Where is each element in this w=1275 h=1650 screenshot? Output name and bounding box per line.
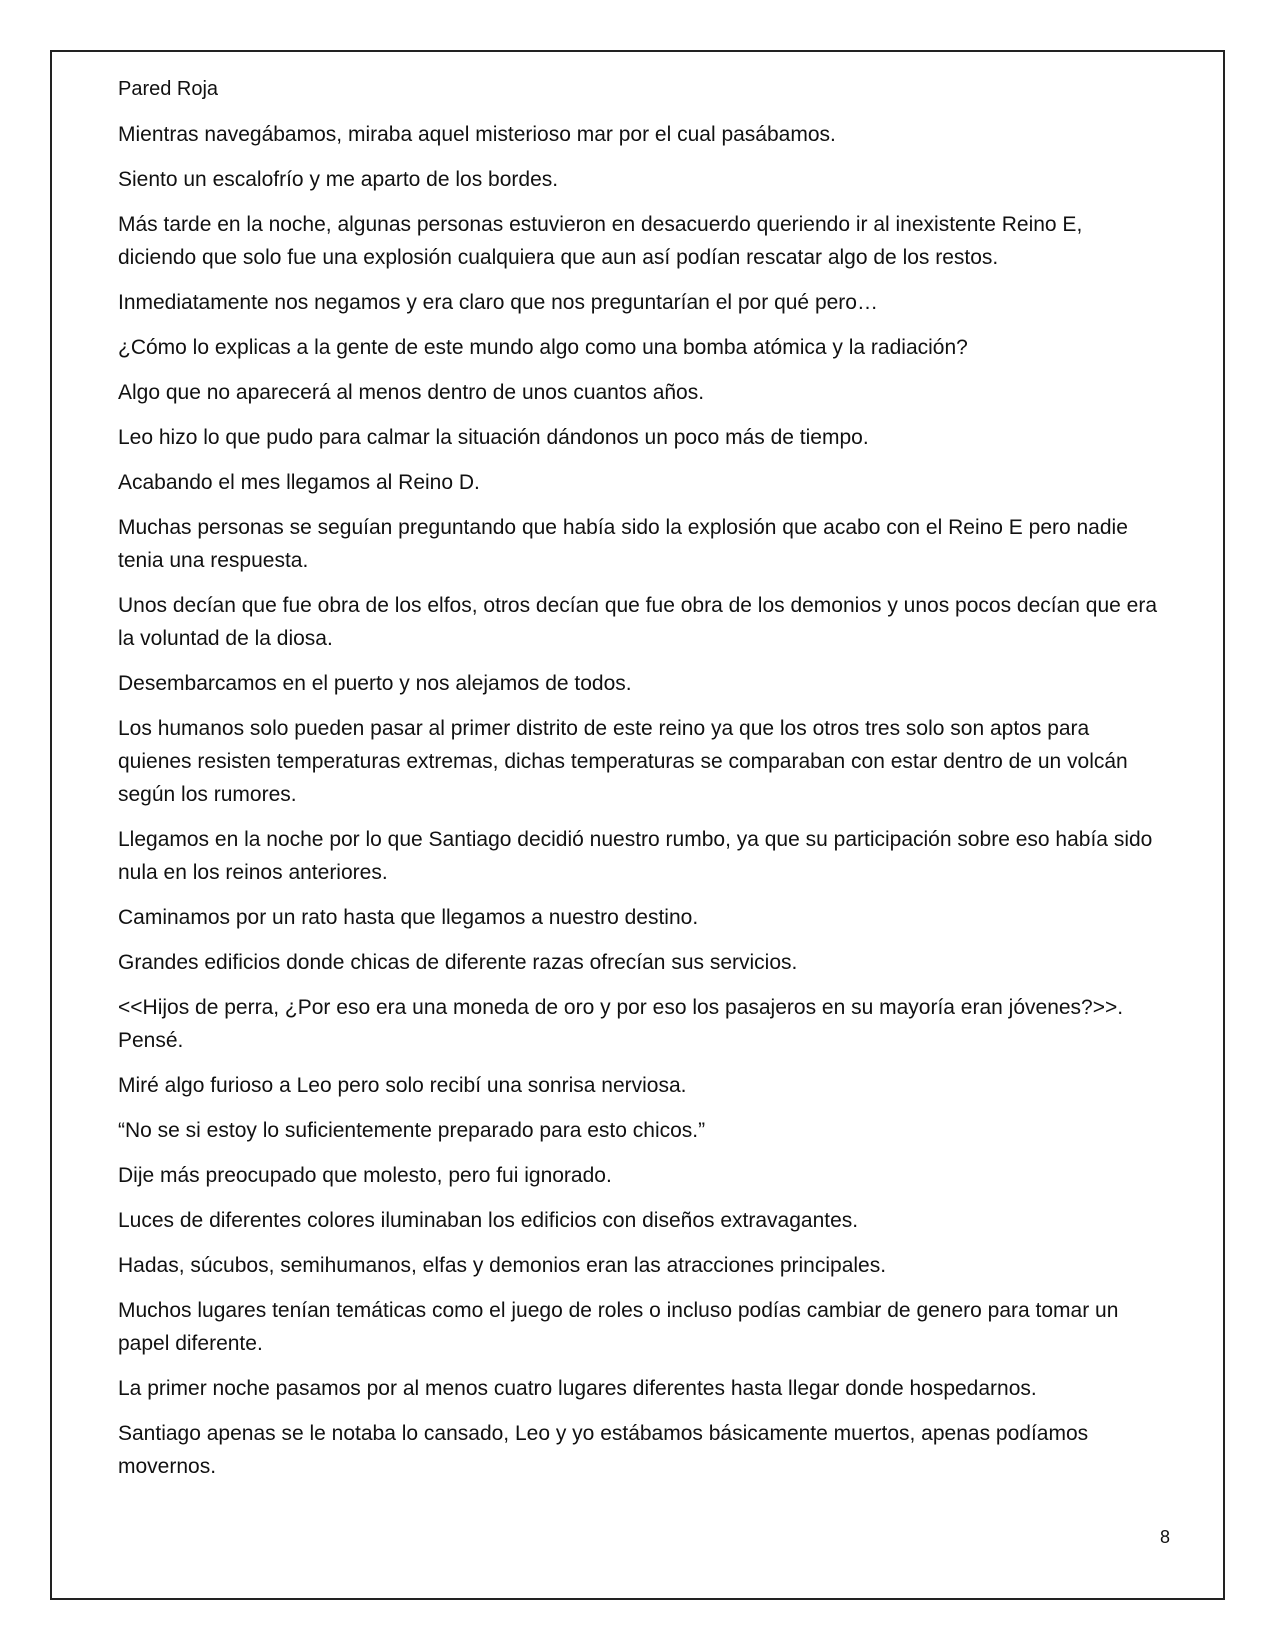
- paragraph: Inmediatamente nos negamos y era claro que nos preguntarían el por qué pero…: [118, 291, 878, 314]
- paragraph: Llegamos en la noche por lo que Santiago decidió nuestro rumbo, ya que su participación sobre eso había sido nula en los reinos anteriores.: [118, 828, 1153, 884]
- paragraph: Santiago apenas se le notaba lo cansado, Leo y yo estábamos básicamente muertos, apenas podíamos movernos.: [118, 1422, 1089, 1478]
- paragraph: Muchas personas se seguían preguntando que había sido la explosión que acabo con el Reino E pero nadie tenia una respuesta.: [118, 516, 1128, 572]
- paragraph: Leo hizo lo que pudo para calmar la situación dándonos un poco más de tiempo.: [118, 426, 869, 449]
- paragraph: Luces de diferentes colores iluminaban los edificios con diseños extravagantes.: [118, 1209, 859, 1232]
- document-body: [118, 118, 1163, 1495]
- paragraph: Mientras navegábamos, miraba aquel misterioso mar por el cual pasábamos.: [118, 123, 836, 146]
- paragraph: Los humanos solo pueden pasar al primer distrito de este reino ya que los otros tres solo son aptos para quienes resisten temperaturas extremas, dichas temperaturas se comparaban con estar dentro de un volcán según los rumores.: [118, 717, 1128, 806]
- paragraph: <<Hijos de perra, ¿Por eso era una moneda de oro y por eso los pasajeros en su mayoría eran jóvenes?>>. Pensé.: [118, 996, 1124, 1052]
- paragraph: “No se si estoy lo suficientemente preparado para esto chicos.”: [118, 1119, 706, 1142]
- paragraph: Hadas, súcubos, semihumanos, elfas y demonios eran las atracciones principales.: [118, 1254, 887, 1277]
- paragraph: Miré algo furioso a Leo pero solo recibí una sonrisa nerviosa.: [118, 1074, 687, 1097]
- paragraph: Desembarcamos en el puerto y nos alejamos de todos.: [118, 672, 632, 695]
- paragraph: Dije más preocupado que molesto, pero fui ignorado.: [118, 1164, 612, 1187]
- document-header: Pared Roja: [118, 78, 219, 100]
- paragraph: Siento un escalofrío y me aparto de los bordes.: [118, 168, 559, 191]
- paragraph: Grandes edificios donde chicas de diferente razas ofrecían sus servicios.: [118, 951, 798, 974]
- page-number: 8: [1159, 1527, 1170, 1547]
- paragraph: Caminamos por un rato hasta que llegamos a nuestro destino.: [118, 906, 699, 929]
- paragraph: Algo que no aparecerá al menos dentro de unos cuantos años.: [118, 381, 705, 404]
- paragraph: ¿Cómo lo explicas a la gente de este mundo algo como una bomba atómica y la radiación?: [118, 336, 968, 359]
- paragraph: Más tarde en la noche, algunas personas estuvieron en desacuerdo queriendo ir al inexistente Reino E, diciendo que solo fue una explosión cualquiera que aun así podían rescatar algo de los restos.: [118, 213, 1083, 269]
- paragraph: Muchos lugares tenían temáticas como el juego de roles o incluso podías cambiar de genero para tomar un papel diferente.: [118, 1299, 1119, 1355]
- paragraph: Unos decían que fue obra de los elfos, otros decían que fue obra de los demonios y unos pocos decían que era la voluntad de la diosa.: [118, 594, 1158, 650]
- paragraph: La primer noche pasamos por al menos cuatro lugares diferentes hasta llegar donde hospedarnos.: [118, 1377, 1037, 1400]
- paragraph: Acabando el mes llegamos al Reino D.: [118, 471, 480, 494]
